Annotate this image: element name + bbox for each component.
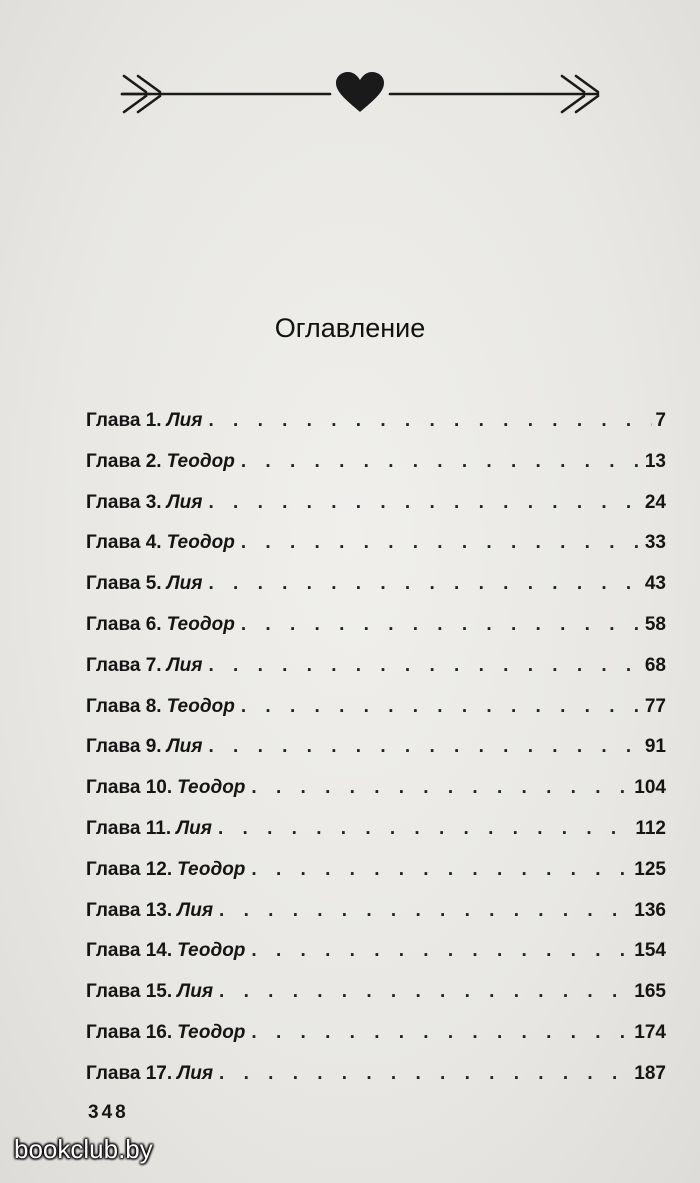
toc-dot-leader <box>208 736 641 758</box>
toc-row <box>86 900 666 941</box>
toc-dot-leader <box>208 573 641 595</box>
toc-row <box>86 1063 666 1104</box>
toc-row <box>86 655 666 696</box>
toc-chapter-label: Глава 12. <box>86 858 173 880</box>
toc-chapter-label: Глава 13. <box>86 899 173 921</box>
toc-row <box>86 614 666 655</box>
toc-chapter-label: Глава 5. <box>86 573 162 595</box>
toc-row <box>86 451 666 492</box>
toc-page-number: 174 <box>634 1021 666 1043</box>
toc-page-number: 58 <box>644 613 666 635</box>
toc-dot-leader <box>219 900 631 922</box>
toc-row <box>86 1022 666 1063</box>
toc-chapter-name: Теодор <box>166 695 235 717</box>
toc-page-number: 77 <box>644 695 666 717</box>
toc-chapter-name: Теодор <box>166 613 235 635</box>
toc-page-number: 187 <box>634 1062 666 1084</box>
toc-dot-leader <box>241 532 642 554</box>
toc-page-number: 24 <box>644 491 666 513</box>
toc-page-number: 13 <box>644 450 666 472</box>
toc-dot-leader <box>241 696 642 718</box>
toc-page-number: 91 <box>644 736 666 758</box>
toc-dot-leader <box>208 655 641 677</box>
toc-dot-leader <box>241 614 642 636</box>
left-arrow-icon <box>122 76 330 112</box>
toc-row <box>86 573 666 614</box>
toc-chapter-label: Глава 4. <box>86 532 162 554</box>
toc-page-number: 154 <box>634 940 666 962</box>
toc-page-number: 165 <box>634 981 666 1003</box>
toc-row <box>86 532 666 573</box>
toc-chapter-name: Теодор <box>177 777 246 799</box>
toc-chapter-name: Лия <box>177 981 214 1003</box>
toc-dot-leader <box>251 940 631 962</box>
toc-page-number: 112 <box>635 817 666 839</box>
toc-row <box>86 736 666 777</box>
toc-chapter-label: Глава 16. <box>86 1021 173 1043</box>
toc-chapter-label: Глава 6. <box>86 613 162 635</box>
toc-chapter-label: Глава 7. <box>86 654 162 676</box>
toc-chapter-name: Лия <box>177 1062 214 1084</box>
toc-chapter-name: Теодор <box>177 858 246 880</box>
toc-row <box>86 940 666 981</box>
toc-chapter-name: Лия <box>166 410 203 431</box>
toc-dot-leader <box>251 777 631 799</box>
toc-page-number: 43 <box>644 573 666 595</box>
toc-dot-leader <box>218 818 632 840</box>
toc-row <box>86 818 666 859</box>
page-number: 348 <box>88 1102 129 1123</box>
toc-chapter-label: Глава 8. <box>86 695 162 717</box>
toc-chapter-name: Лия <box>176 817 212 839</box>
toc-dot-leader <box>219 981 631 1003</box>
table-of-contents <box>86 410 666 1104</box>
toc-chapter-name: Лия <box>166 573 203 595</box>
toc-dot-leader <box>241 451 642 473</box>
toc-chapter-label: Глава 9. <box>86 736 162 758</box>
toc-chapter-label: Глава 1. <box>86 410 162 431</box>
toc-dot-leader <box>208 410 652 432</box>
toc-row <box>86 410 666 451</box>
toc-chapter-name: Лия <box>166 654 203 676</box>
toc-chapter-name: Лия <box>177 899 214 921</box>
faded-running-head <box>0 20 700 37</box>
toc-page-number: 104 <box>634 777 666 799</box>
toc-page-number: 136 <box>634 899 666 921</box>
toc-dot-leader <box>251 1022 631 1044</box>
toc-page-number: 33 <box>644 532 666 554</box>
toc-page-number: 7 <box>655 410 666 431</box>
toc-chapter-name: Теодор <box>166 532 235 554</box>
toc-page-number: 125 <box>634 858 666 880</box>
toc-chapter-label: Глава 3. <box>86 491 162 513</box>
toc-chapter-name: Теодор <box>177 940 246 962</box>
right-arrow-icon <box>390 76 598 112</box>
toc-chapter-name: Теодор <box>177 1021 246 1043</box>
toc-chapter-label: Глава 11. <box>86 817 172 839</box>
toc-chapter-label: Глава 10. <box>86 777 173 799</box>
arrow-heart-ornament <box>120 70 600 114</box>
toc-chapter-name: Теодор <box>166 450 235 472</box>
toc-chapter-label: Глава 17. <box>86 1062 173 1084</box>
toc-dot-leader <box>219 1063 631 1085</box>
toc-dot-leader <box>251 859 631 881</box>
toc-row <box>86 981 666 1022</box>
toc-page-number: 68 <box>644 654 666 676</box>
toc-title: Оглавление <box>274 313 426 343</box>
watermark: bookclub.by <box>14 1134 153 1164</box>
toc-row <box>86 777 666 818</box>
toc-chapter-name: Лия <box>166 736 203 758</box>
toc-chapter-label: Глава 14. <box>86 940 173 962</box>
toc-dot-leader <box>208 492 641 514</box>
toc-row <box>86 492 666 533</box>
toc-chapter-label: Глава 15. <box>86 981 173 1003</box>
toc-chapter-name: Лия <box>166 491 203 513</box>
heart-icon <box>336 72 384 112</box>
toc-row <box>86 696 666 737</box>
toc-row <box>86 859 666 900</box>
toc-chapter-label: Глава 2. <box>86 450 162 472</box>
